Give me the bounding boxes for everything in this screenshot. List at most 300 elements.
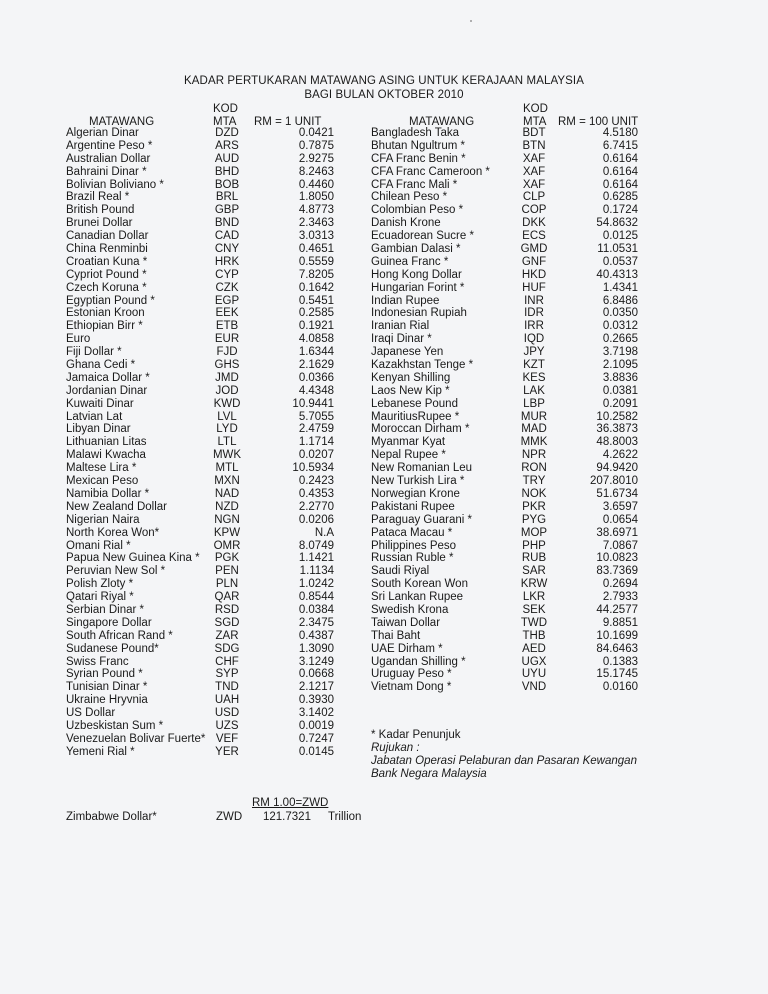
rate-row	[371, 179, 671, 192]
currency-name: South Korean Won	[371, 578, 468, 591]
rate-row	[371, 127, 671, 140]
currency-code: LVL	[217, 410, 237, 423]
currency-code: SAR	[522, 565, 546, 578]
currency-name: Philippines Peso	[371, 539, 457, 552]
rate-row	[371, 527, 671, 540]
currency-name: Cypriot Pound *	[66, 268, 147, 281]
currency-rate: 10.9441	[292, 397, 334, 410]
currency-code: KPW	[213, 526, 241, 539]
currency-rate: 0.1724	[602, 204, 638, 217]
rate-row	[371, 552, 671, 565]
rate-row	[66, 127, 366, 140]
rate-row	[371, 604, 671, 617]
zwd-unit: Trillion	[328, 811, 362, 823]
rate-row	[66, 295, 366, 308]
currency-code: MAD	[521, 423, 547, 436]
currency-rate: 7.8205	[298, 268, 334, 281]
currency-name: Brunei Dollar	[66, 217, 133, 230]
currency-code: CZK	[215, 281, 239, 294]
currency-name: Nigerian Naira	[66, 513, 140, 526]
reference-line-1: Jabatan Operasi Pelaburan dan Pasaran Kewangan	[371, 755, 637, 767]
currency-name: MauritiusRupee *	[371, 410, 460, 423]
currency-rate: 4.8773	[298, 204, 334, 217]
currency-code: GNF	[521, 255, 547, 268]
currency-rate: 2.4759	[298, 423, 334, 436]
currency-code: TND	[215, 681, 239, 694]
currency-rate: 4.4348	[298, 384, 334, 397]
currency-code: BRL	[215, 191, 239, 204]
currency-rate: 0.4387	[298, 629, 334, 642]
rate-row	[66, 153, 366, 166]
left-kod-header: KOD	[213, 103, 238, 115]
currency-name: Argentine Peso *	[66, 139, 153, 152]
currency-code: LAK	[523, 384, 545, 397]
currency-name: Algerian Dinar	[66, 127, 139, 139]
currency-rate: 0.4353	[298, 487, 334, 500]
rate-row	[371, 333, 671, 346]
currency-name: China Renminbi	[66, 243, 148, 256]
currency-rate: 0.0206	[298, 513, 334, 526]
currency-rate: 54.8632	[596, 217, 638, 230]
rate-row	[66, 643, 366, 656]
currency-code: ARS	[215, 139, 239, 152]
currency-name: Serbian Dinar *	[66, 603, 144, 616]
currency-rate: 10.2582	[596, 410, 638, 423]
right-matawang-header: MATAWANG	[409, 116, 475, 128]
rate-row	[66, 578, 366, 591]
currency-code: EEK	[215, 307, 239, 320]
currency-rate: 0.6164	[602, 152, 638, 165]
rate-row	[66, 540, 366, 553]
currency-rate: 0.2091	[602, 397, 638, 410]
rate-row	[371, 565, 671, 578]
currency-code: BDT	[522, 127, 546, 139]
currency-code: RSD	[214, 603, 240, 616]
rate-row	[66, 204, 366, 217]
currency-name: Guinea Franc *	[371, 255, 449, 268]
currency-code: NGN	[214, 513, 240, 526]
rate-row	[371, 191, 671, 204]
currency-code: NZD	[215, 500, 239, 513]
rate-row	[66, 668, 366, 681]
currency-rate: 6.8486	[602, 294, 638, 307]
rate-row	[371, 295, 671, 308]
rate-row	[66, 269, 366, 282]
currency-rate: 2.3475	[298, 616, 334, 629]
currency-code: CLP	[522, 191, 546, 204]
currency-code: RUB	[521, 552, 547, 565]
currency-name: Bolivian Boliviano *	[66, 178, 164, 191]
currency-name: Japanese Yen	[371, 346, 444, 359]
currency-code: LBP	[523, 397, 545, 410]
rate-row	[66, 282, 366, 295]
currency-code: SYP	[215, 668, 239, 681]
currency-rate: 94.9420	[596, 462, 638, 475]
currency-rate: 7.0867	[602, 539, 638, 552]
currency-name: Latvian Lat	[66, 410, 123, 423]
rate-row	[66, 604, 366, 617]
currency-code: NAD	[214, 487, 240, 500]
currency-code: XAF	[522, 178, 546, 191]
currency-name: Taiwan Dollar	[371, 616, 441, 629]
currency-code: PLN	[215, 578, 239, 591]
currency-name: Polish Zloty *	[66, 578, 134, 591]
currency-rate: 3.0313	[298, 230, 334, 243]
currency-rate: 36.3873	[596, 423, 638, 436]
rate-row	[66, 707, 366, 720]
currency-rate: 9.8851	[602, 616, 638, 629]
currency-rate: 1.1714	[298, 436, 334, 449]
currency-code: MMK	[520, 436, 548, 449]
currency-name: Papua New Guinea Kina *	[66, 552, 200, 565]
currency-rate: 51.6734	[596, 487, 638, 500]
currency-code: SDG	[214, 642, 240, 655]
zwd-name: Zimbabwe Dollar*	[66, 811, 157, 823]
currency-code: IQD	[523, 333, 545, 346]
currency-rate: 1.1421	[298, 552, 334, 565]
right-rates-table	[371, 127, 671, 694]
rate-row	[371, 372, 671, 385]
currency-name: Tunisian Dinar *	[66, 681, 148, 694]
currency-code: GHS	[214, 359, 240, 372]
rate-row	[66, 656, 366, 669]
rate-row	[371, 256, 671, 269]
currency-rate: 0.0384	[298, 603, 334, 616]
currency-rate: 2.1095	[602, 359, 638, 372]
rate-row	[66, 436, 366, 449]
currency-code: QAR	[214, 591, 240, 604]
currency-code: THB	[522, 629, 546, 642]
currency-name: Pakistani Rupee	[371, 500, 455, 513]
currency-code: TWD	[520, 616, 548, 629]
currency-code: PYG	[521, 513, 547, 526]
currency-code: MTL	[215, 462, 239, 475]
rate-row	[66, 565, 366, 578]
currency-rate: 0.2694	[602, 578, 638, 591]
rate-row	[371, 204, 671, 217]
left-mta-header: MTA	[213, 116, 237, 128]
currency-name: Ukraine Hryvnia	[66, 694, 148, 707]
currency-code: HKD	[521, 268, 547, 281]
rate-row	[371, 630, 671, 643]
currency-rate: 0.1921	[298, 320, 334, 333]
currency-name: Saudi Riyal	[371, 565, 430, 578]
currency-code: SGD	[214, 616, 240, 629]
currency-code: JOD	[215, 384, 239, 397]
currency-code: UZS	[215, 719, 239, 732]
rate-row	[66, 591, 366, 604]
currency-name: Swiss Franc	[66, 655, 129, 668]
currency-name: Kazakhstan Tenge *	[371, 359, 474, 372]
currency-name: CFA Franc Benin *	[371, 152, 466, 165]
currency-code: BND	[214, 217, 240, 230]
currency-code: BTN	[522, 139, 546, 152]
currency-code: MUR	[520, 410, 548, 423]
rate-row	[371, 617, 671, 630]
rate-row	[66, 733, 366, 746]
rate-row	[66, 552, 366, 565]
rate-row	[371, 320, 671, 333]
currency-code: NPR	[521, 449, 547, 462]
rate-row	[371, 140, 671, 153]
document-subtitle: BAGI BULAN OKTOBER 2010	[304, 89, 464, 101]
currency-name: Colombian Peso *	[371, 204, 464, 217]
rate-row	[371, 501, 671, 514]
rate-row	[66, 475, 366, 488]
rate-row	[371, 269, 671, 282]
rate-row	[66, 411, 366, 424]
rate-row	[371, 166, 671, 179]
rate-row	[66, 346, 366, 359]
currency-name: Thai Baht	[371, 629, 421, 642]
rate-row	[66, 514, 366, 527]
currency-name: Syrian Pound *	[66, 668, 143, 681]
currency-name: Malawi Kwacha	[66, 449, 146, 462]
rate-row	[371, 681, 671, 694]
currency-name: Libyan Dinar	[66, 423, 131, 436]
currency-code: INR	[524, 294, 544, 307]
rate-row	[66, 694, 366, 707]
zwd-rate: 121.7321	[263, 811, 311, 823]
currency-code: KZT	[523, 359, 545, 372]
rate-row	[66, 256, 366, 269]
currency-code: EGP	[214, 294, 240, 307]
rate-row	[371, 359, 671, 372]
currency-code: JMD	[215, 371, 239, 384]
currency-rate: 0.3930	[298, 694, 334, 707]
rate-row	[66, 681, 366, 694]
currency-rate: 2.1217	[298, 681, 334, 694]
currency-rate: 0.0350	[602, 307, 638, 320]
rate-row	[66, 462, 366, 475]
rate-row	[371, 282, 671, 295]
currency-rate: 0.6285	[602, 191, 638, 204]
currency-rate: 0.6164	[602, 178, 638, 191]
currency-code: KWD	[213, 397, 241, 410]
currency-rate: 0.0381	[602, 384, 638, 397]
rate-row	[371, 591, 671, 604]
rate-row	[371, 307, 671, 320]
rate-row	[371, 423, 671, 436]
currency-code: PKR	[522, 500, 546, 513]
currency-rate: 2.9275	[298, 152, 334, 165]
rate-row	[371, 462, 671, 475]
currency-rate: 0.1642	[298, 281, 334, 294]
currency-name: Myanmar Kyat	[371, 436, 446, 449]
currency-rate: 38.6971	[596, 526, 638, 539]
right-rate-header: RM = 100 UNIT	[558, 116, 639, 128]
zwd-code: ZWD	[216, 811, 243, 823]
currency-rate: 84.6463	[596, 642, 638, 655]
rate-row	[371, 514, 671, 527]
currency-name: Euro	[66, 333, 91, 346]
rate-row	[371, 475, 671, 488]
currency-name: Vietnam Dong *	[371, 681, 452, 694]
currency-rate: 0.8544	[298, 591, 334, 604]
currency-rate: 3.7198	[602, 346, 638, 359]
rate-row	[66, 423, 366, 436]
currency-name: Swedish Krona	[371, 603, 449, 616]
currency-code: CYP	[215, 268, 239, 281]
currency-name: Uzbeskistan Sum *	[66, 719, 164, 732]
rate-row	[371, 385, 671, 398]
currency-rate: 10.1699	[596, 629, 638, 642]
rate-row	[66, 372, 366, 385]
currency-code: MOP	[520, 526, 548, 539]
currency-code: AED	[522, 642, 546, 655]
currency-code: JPY	[523, 346, 545, 359]
currency-code: LKR	[522, 591, 546, 604]
rate-row	[371, 346, 671, 359]
currency-rate: 0.0366	[298, 371, 334, 384]
currency-rate: 3.1402	[298, 707, 334, 720]
currency-code: LYD	[216, 423, 238, 436]
currency-name: North Korea Won*	[66, 526, 160, 539]
currency-name: Jordanian Dinar	[66, 384, 148, 397]
currency-name: Pataca Macau *	[371, 526, 453, 539]
currency-code: HUF	[522, 281, 546, 294]
currency-rate: 0.0207	[298, 449, 334, 462]
currency-code: IRR	[524, 320, 544, 333]
currency-code: CNY	[214, 243, 240, 256]
currency-rate: 2.7933	[602, 591, 638, 604]
currency-code: UAH	[214, 694, 240, 707]
currency-name: Norwegian Krone	[371, 487, 460, 500]
currency-code: ZAR	[215, 629, 239, 642]
currency-name: Qatari Riyal *	[66, 591, 134, 604]
reference-label: Rujukan :	[371, 742, 420, 754]
rate-row	[66, 449, 366, 462]
currency-name: Mexican Peso	[66, 475, 139, 488]
currency-name: Singapore Dollar	[66, 616, 152, 629]
rate-row	[66, 307, 366, 320]
currency-name: Canadian Dollar	[66, 230, 149, 243]
currency-rate: 48.8003	[596, 436, 638, 449]
currency-name: Indonesian Rupiah	[371, 307, 467, 320]
currency-rate: 3.8836	[602, 371, 638, 384]
rate-row	[371, 449, 671, 462]
currency-code: VEF	[215, 732, 239, 745]
rate-row	[371, 488, 671, 501]
currency-name: Chilean Peso *	[371, 191, 448, 204]
currency-rate: 0.2423	[298, 475, 334, 488]
currency-name: Nepal Rupee *	[371, 449, 446, 462]
currency-code: AUD	[214, 152, 240, 165]
rate-row	[66, 385, 366, 398]
currency-rate: 4.0858	[298, 333, 334, 346]
currency-name: Indian Rupee	[371, 294, 440, 307]
currency-rate: 10.5934	[292, 462, 334, 475]
currency-name: Omani Rial *	[66, 539, 131, 552]
currency-code: XAF	[522, 165, 546, 178]
currency-rate: 0.4651	[298, 243, 334, 256]
currency-rate: 6.7415	[602, 139, 638, 152]
currency-name: Gambian Dalasi *	[371, 243, 461, 256]
currency-name: Yemeni Rial *	[66, 745, 135, 758]
rate-row	[371, 643, 671, 656]
currency-name: US Dollar	[66, 707, 116, 720]
currency-code: CHF	[215, 655, 239, 668]
right-kod-header: KOD	[523, 103, 548, 115]
currency-code: ECS	[522, 230, 546, 243]
currency-rate: 0.0160	[602, 681, 638, 694]
rate-row	[371, 230, 671, 243]
rate-row	[66, 191, 366, 204]
rate-row	[66, 179, 366, 192]
currency-rate: 0.0421	[298, 127, 334, 139]
currency-name: Fiji Dollar *	[66, 346, 122, 359]
rate-row	[66, 720, 366, 733]
currency-name: Egyptian Pound *	[66, 294, 155, 307]
currency-code: CAD	[214, 230, 240, 243]
currency-rate: 1.4341	[602, 281, 638, 294]
rate-row	[66, 140, 366, 153]
currency-name: Sri Lankan Rupee	[371, 591, 464, 604]
currency-code: FJD	[216, 346, 238, 359]
currency-code: PHP	[522, 539, 546, 552]
currency-code: XAF	[522, 152, 546, 165]
rate-row	[66, 398, 366, 411]
currency-rate: 83.7369	[596, 565, 638, 578]
rate-row	[371, 243, 671, 256]
rate-row	[371, 153, 671, 166]
currency-code: DKK	[522, 217, 546, 230]
currency-code: HRK	[214, 255, 240, 268]
currency-name: Brazil Real *	[66, 191, 130, 204]
currency-code: BOB	[214, 178, 240, 191]
currency-name: Russian Ruble *	[371, 552, 454, 565]
currency-name: Bangladesh Taka	[371, 127, 460, 139]
currency-rate: 8.2463	[298, 165, 334, 178]
currency-name: CFA Franc Cameroon *	[371, 165, 490, 178]
currency-rate: 0.0019	[298, 719, 334, 732]
rate-row	[66, 333, 366, 346]
currency-code: KRW	[520, 578, 548, 591]
currency-code: YER	[215, 745, 239, 758]
currency-name: Australian Dollar	[66, 152, 151, 165]
currency-rate: 2.1629	[298, 359, 334, 372]
currency-code: PGK	[214, 552, 240, 565]
indicative-note: * Kadar Penunjuk	[371, 729, 461, 741]
currency-code: MXN	[214, 475, 240, 488]
currency-code: DZD	[215, 127, 239, 139]
currency-code: UYU	[521, 668, 547, 681]
currency-name: Ugandan Shilling *	[371, 655, 466, 668]
notes-block	[371, 729, 637, 781]
currency-name: Ghana Cedi *	[66, 359, 136, 372]
left-matawang-header: MATAWANG	[89, 116, 155, 128]
currency-name: Kuwaiti Dinar	[66, 397, 134, 410]
currency-code: PEN	[215, 565, 239, 578]
currency-rate: 2.3463	[298, 217, 334, 230]
currency-code: EUR	[214, 333, 240, 346]
currency-rate: 0.0537	[602, 255, 638, 268]
currency-name: Uruguay Peso *	[371, 668, 452, 681]
rate-row	[371, 217, 671, 230]
currency-rate: 10.0823	[596, 552, 638, 565]
currency-rate: 0.4460	[298, 178, 334, 191]
currency-rate: N.A	[314, 526, 334, 539]
rate-row	[66, 166, 366, 179]
currency-code: SEK	[522, 603, 546, 616]
rate-row	[371, 668, 671, 681]
rate-row	[66, 230, 366, 243]
currency-name: Namibia Dollar *	[66, 487, 150, 500]
currency-rate: 0.7875	[298, 139, 334, 152]
currency-code: GMD	[520, 243, 548, 256]
currency-rate: 0.0145	[298, 745, 334, 758]
currency-rate: 0.0312	[602, 320, 638, 333]
